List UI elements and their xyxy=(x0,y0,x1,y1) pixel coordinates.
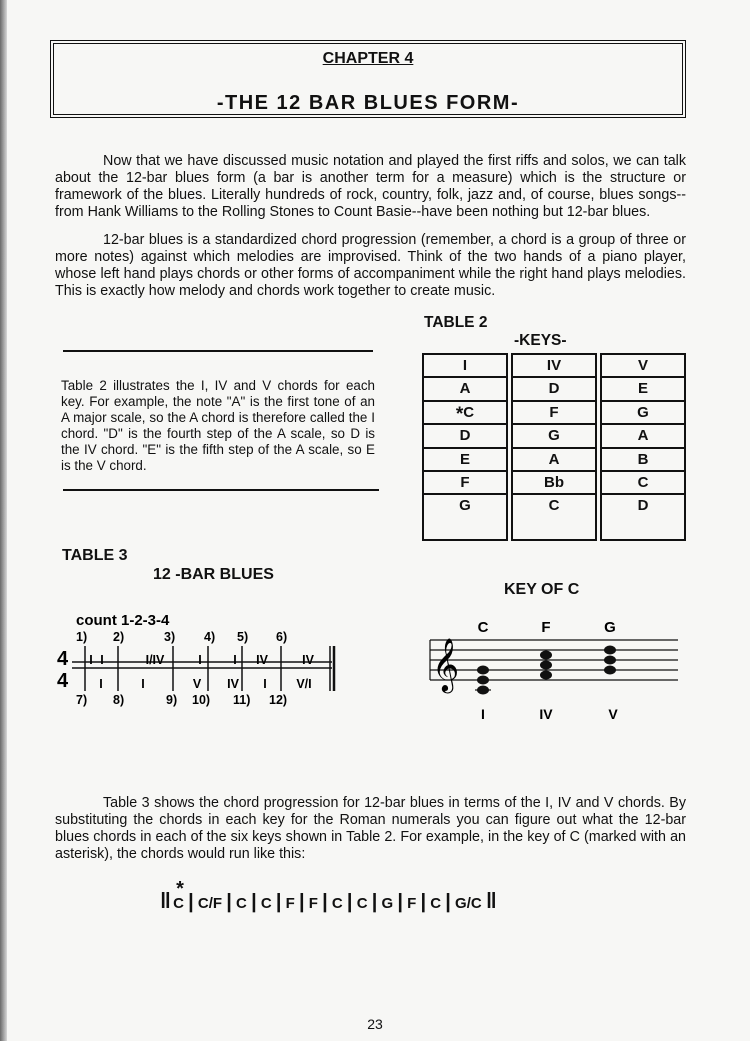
keys-cell: D xyxy=(513,378,595,401)
bar-number: 12) xyxy=(269,693,288,707)
chord-symbol: I xyxy=(198,653,202,667)
chord-symbol: V xyxy=(192,677,202,691)
keys-cell: F xyxy=(424,472,506,495)
chord-symbol: I xyxy=(89,653,93,667)
keys-cell: G xyxy=(602,402,684,425)
keys-cell: F xyxy=(513,402,595,425)
keys-column-v xyxy=(600,353,686,541)
chord-symbol: IV xyxy=(256,653,268,667)
keys-cell: Bb xyxy=(513,472,595,495)
keys-cell: E xyxy=(602,378,684,401)
outro-paragraph: Table 3 shows the chord progression for 12-bar blues in terms of the I, IV and V chords. By substituting the chords in each key for the Roman numerals you can figure out what the 12-bar blues chords in each of the six keys shown in Table 2. For example, in the key of C (marked with an asterisk), the chords would run like this: xyxy=(55,795,686,862)
keys-header: IV xyxy=(513,355,595,378)
f-chord-notes xyxy=(540,651,552,680)
chapter-title: -THE 12 BAR BLUES FORM- xyxy=(216,92,520,114)
bar-number: 9) xyxy=(166,693,178,707)
keys-header: V xyxy=(602,355,684,378)
keys-cell: G xyxy=(459,497,471,515)
time-signature-top: 4 xyxy=(57,648,69,670)
divider-top xyxy=(63,350,373,352)
chord-symbol: I xyxy=(100,653,104,667)
table2-caption: -KEYS- xyxy=(514,332,567,349)
intro-paragraph-1: Now that we have discussed music notation and played the first riffs and solos, we can talk about the 12-bar blues form (a bar is another term for a measure) which is the structure or framework of the blues. Literally hundreds of rock, country, folk, jazz and, of course, blues songs--from Hank Williams to the Rolling Stones to Count Basie--have been nothing but 12-bar blues. xyxy=(55,153,686,220)
time-signature-bottom: 4 xyxy=(57,670,69,692)
chord-name: G xyxy=(604,619,616,636)
bar-number: 5) xyxy=(237,630,249,644)
progression-chord: C/F xyxy=(197,895,223,912)
keys-cell: A xyxy=(424,378,506,401)
roman-numeral: IV xyxy=(539,706,553,722)
progression-chord: C xyxy=(356,895,368,912)
divider-bottom xyxy=(63,489,379,491)
keys-cell: D xyxy=(637,497,649,515)
c-chord-notes xyxy=(475,666,491,695)
keys-cell: A xyxy=(513,449,595,472)
key-of-c-title: KEY OF C xyxy=(504,581,580,598)
bar-number: 3) xyxy=(164,630,176,644)
keys-cell: C xyxy=(548,497,560,515)
keys-cell-starred: *C xyxy=(424,402,506,425)
keys-cell: D xyxy=(424,425,506,448)
progression-chord: G/C xyxy=(455,895,482,912)
chord-symbol: I xyxy=(233,653,237,667)
progression-chord: F xyxy=(308,895,318,912)
progression-chord: C xyxy=(236,895,247,912)
keys-cell: C xyxy=(602,472,684,495)
roman-numeral: I xyxy=(481,706,485,722)
progression-chord: C xyxy=(331,895,343,912)
table2-description: Table 2 illustrates the I, IV and V chords for each key. For example, the note "A" is the first tone of an A major scale, so the A chord is therefore called the I chord. "D" is the fourth step of the A scale, so D is the IV chord. "E" is the fifth step of the A scale, so E is the V chord. xyxy=(61,378,375,473)
chord-symbol: I xyxy=(141,677,145,691)
keys-cell: A xyxy=(602,425,684,448)
keys-column-i xyxy=(422,353,508,541)
scan-edge-shadow xyxy=(0,0,7,1041)
progression-chord: F xyxy=(407,895,417,912)
chord-symbol: V/I xyxy=(296,677,312,691)
keys-cell: E xyxy=(424,449,506,472)
table3-subtitle: 12 -BAR BLUES xyxy=(153,566,274,583)
progression-chord: C xyxy=(430,895,442,912)
page-number: 23 xyxy=(367,1016,383,1032)
intro-paragraph-2: 12-bar blues is a standardized chord progression (remember, a chord is a group of three or more notes) against which melodies are improvised. Think of the two hands of a piano player, whose left hand plays chords or other forms of accompaniment while the right hand plays melodies. This is exactly how melody and chords work together to create music. xyxy=(55,232,686,299)
roman-numeral: V xyxy=(608,706,618,722)
table2-label: TABLE 2 xyxy=(424,314,488,331)
chord-symbol: IV xyxy=(302,653,314,667)
chord-symbol: IV xyxy=(227,677,239,691)
key-of-c-staff xyxy=(422,612,682,724)
count-label: count 1-2-3-4 xyxy=(76,612,170,629)
bar-number: 4) xyxy=(204,630,216,644)
progression-chord: C xyxy=(173,895,184,912)
chord-name: C xyxy=(477,619,489,636)
bar-number: 11) xyxy=(233,693,251,707)
treble-clef-icon: 𝄞 xyxy=(432,637,460,691)
chord-symbol: I xyxy=(263,677,267,691)
chord-symbol: I/IV xyxy=(145,653,165,667)
bar-number: 1) xyxy=(76,630,88,644)
keys-cell: G xyxy=(513,425,595,448)
keys-table xyxy=(420,351,688,543)
bar-number: 8) xyxy=(113,693,125,707)
chord-name: F xyxy=(541,619,551,636)
keys-header: I xyxy=(424,355,506,378)
chapter-header-box xyxy=(50,40,686,118)
chord-symbol: I xyxy=(99,677,103,691)
chapter-label: CHAPTER 4 xyxy=(322,50,414,67)
c-progression: ‖ * C | C/F | C | C | F | F | C | C | G | F | C | G/C ‖ xyxy=(160,878,497,913)
bar-number: 10) xyxy=(192,693,211,707)
bar-number: 2) xyxy=(113,630,125,644)
twelve-bar-chart xyxy=(55,608,345,713)
progression-asterisk: * xyxy=(176,878,184,900)
g-chord-notes xyxy=(604,646,616,675)
bar-number: 7) xyxy=(76,693,88,707)
keys-cell: B xyxy=(602,449,684,472)
table3-label: TABLE 3 xyxy=(62,547,128,564)
progression-chord: C xyxy=(260,895,272,912)
bar-number: 6) xyxy=(276,630,288,644)
progression-chord: F xyxy=(285,895,295,912)
progression-chord: G xyxy=(381,895,394,912)
keys-column-iv xyxy=(511,353,597,541)
